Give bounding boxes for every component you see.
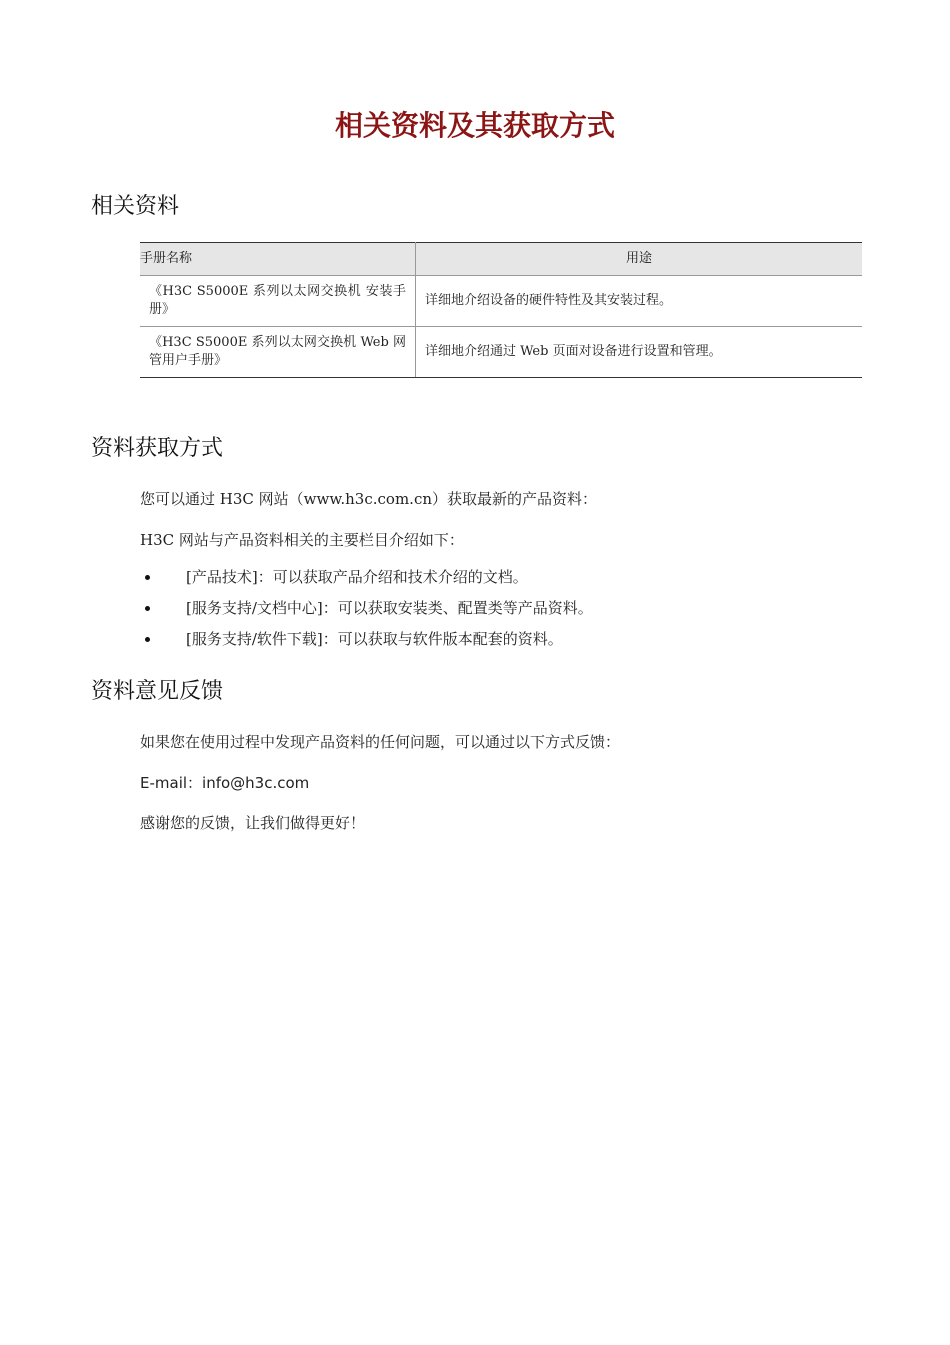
table-row (140, 276, 862, 327)
manual-table (140, 242, 862, 378)
access-paragraph-1: 您可以通过 H3C 网站（www.h3c.com.cn）获取最新的产品资料： (140, 490, 598, 508)
table-cell-purpose: 详细地介绍通过 Web 页面对设备进行设置和管理。 (416, 327, 863, 378)
access-paragraph-2: H3C 网站与产品资料相关的主要栏目介绍如下： (140, 531, 464, 549)
feedback-email: E-mail：info@h3c.com (140, 774, 310, 792)
table-row (140, 327, 862, 378)
table-header-purpose: 用途 (416, 243, 863, 276)
bullet-icon (145, 575, 150, 580)
section-heading-access: 资料获取方式 (91, 436, 224, 461)
table-cell-purpose: 详细地介绍设备的硬件特性及其安装过程。 (416, 276, 863, 327)
bullet-icon (145, 606, 150, 611)
bullet-text: [产品技术]：可以获取产品介绍和技术介绍的文档。 (186, 568, 528, 586)
page-title: 相关资料及其获取方式 (334, 109, 615, 142)
table-cell-name: 《H3C S5000E 系列以太网交换机 Web 网管用户手册》 (140, 327, 416, 378)
feedback-thanks: 感谢您的反馈，让我们做得更好！ (140, 814, 366, 832)
section-heading-related: 相关资料 (91, 194, 180, 219)
feedback-paragraph: 如果您在使用过程中发现产品资料的任何问题，可以通过以下方式反馈： (140, 733, 621, 751)
bullet-icon (145, 637, 150, 642)
bullet-text: [服务支持/文档中心]：可以获取安装类、配置类等产品资料。 (186, 599, 593, 617)
bullet-text: [服务支持/软件下载]：可以获取与软件版本配套的资料。 (186, 630, 563, 648)
table-header-name: 手册名称 (140, 243, 416, 276)
table-header-row (140, 243, 862, 276)
table-cell-name: 《H3C S5000E 系列以太网交换机 安装手册》 (140, 276, 416, 327)
section-heading-feedback: 资料意见反馈 (91, 679, 224, 704)
